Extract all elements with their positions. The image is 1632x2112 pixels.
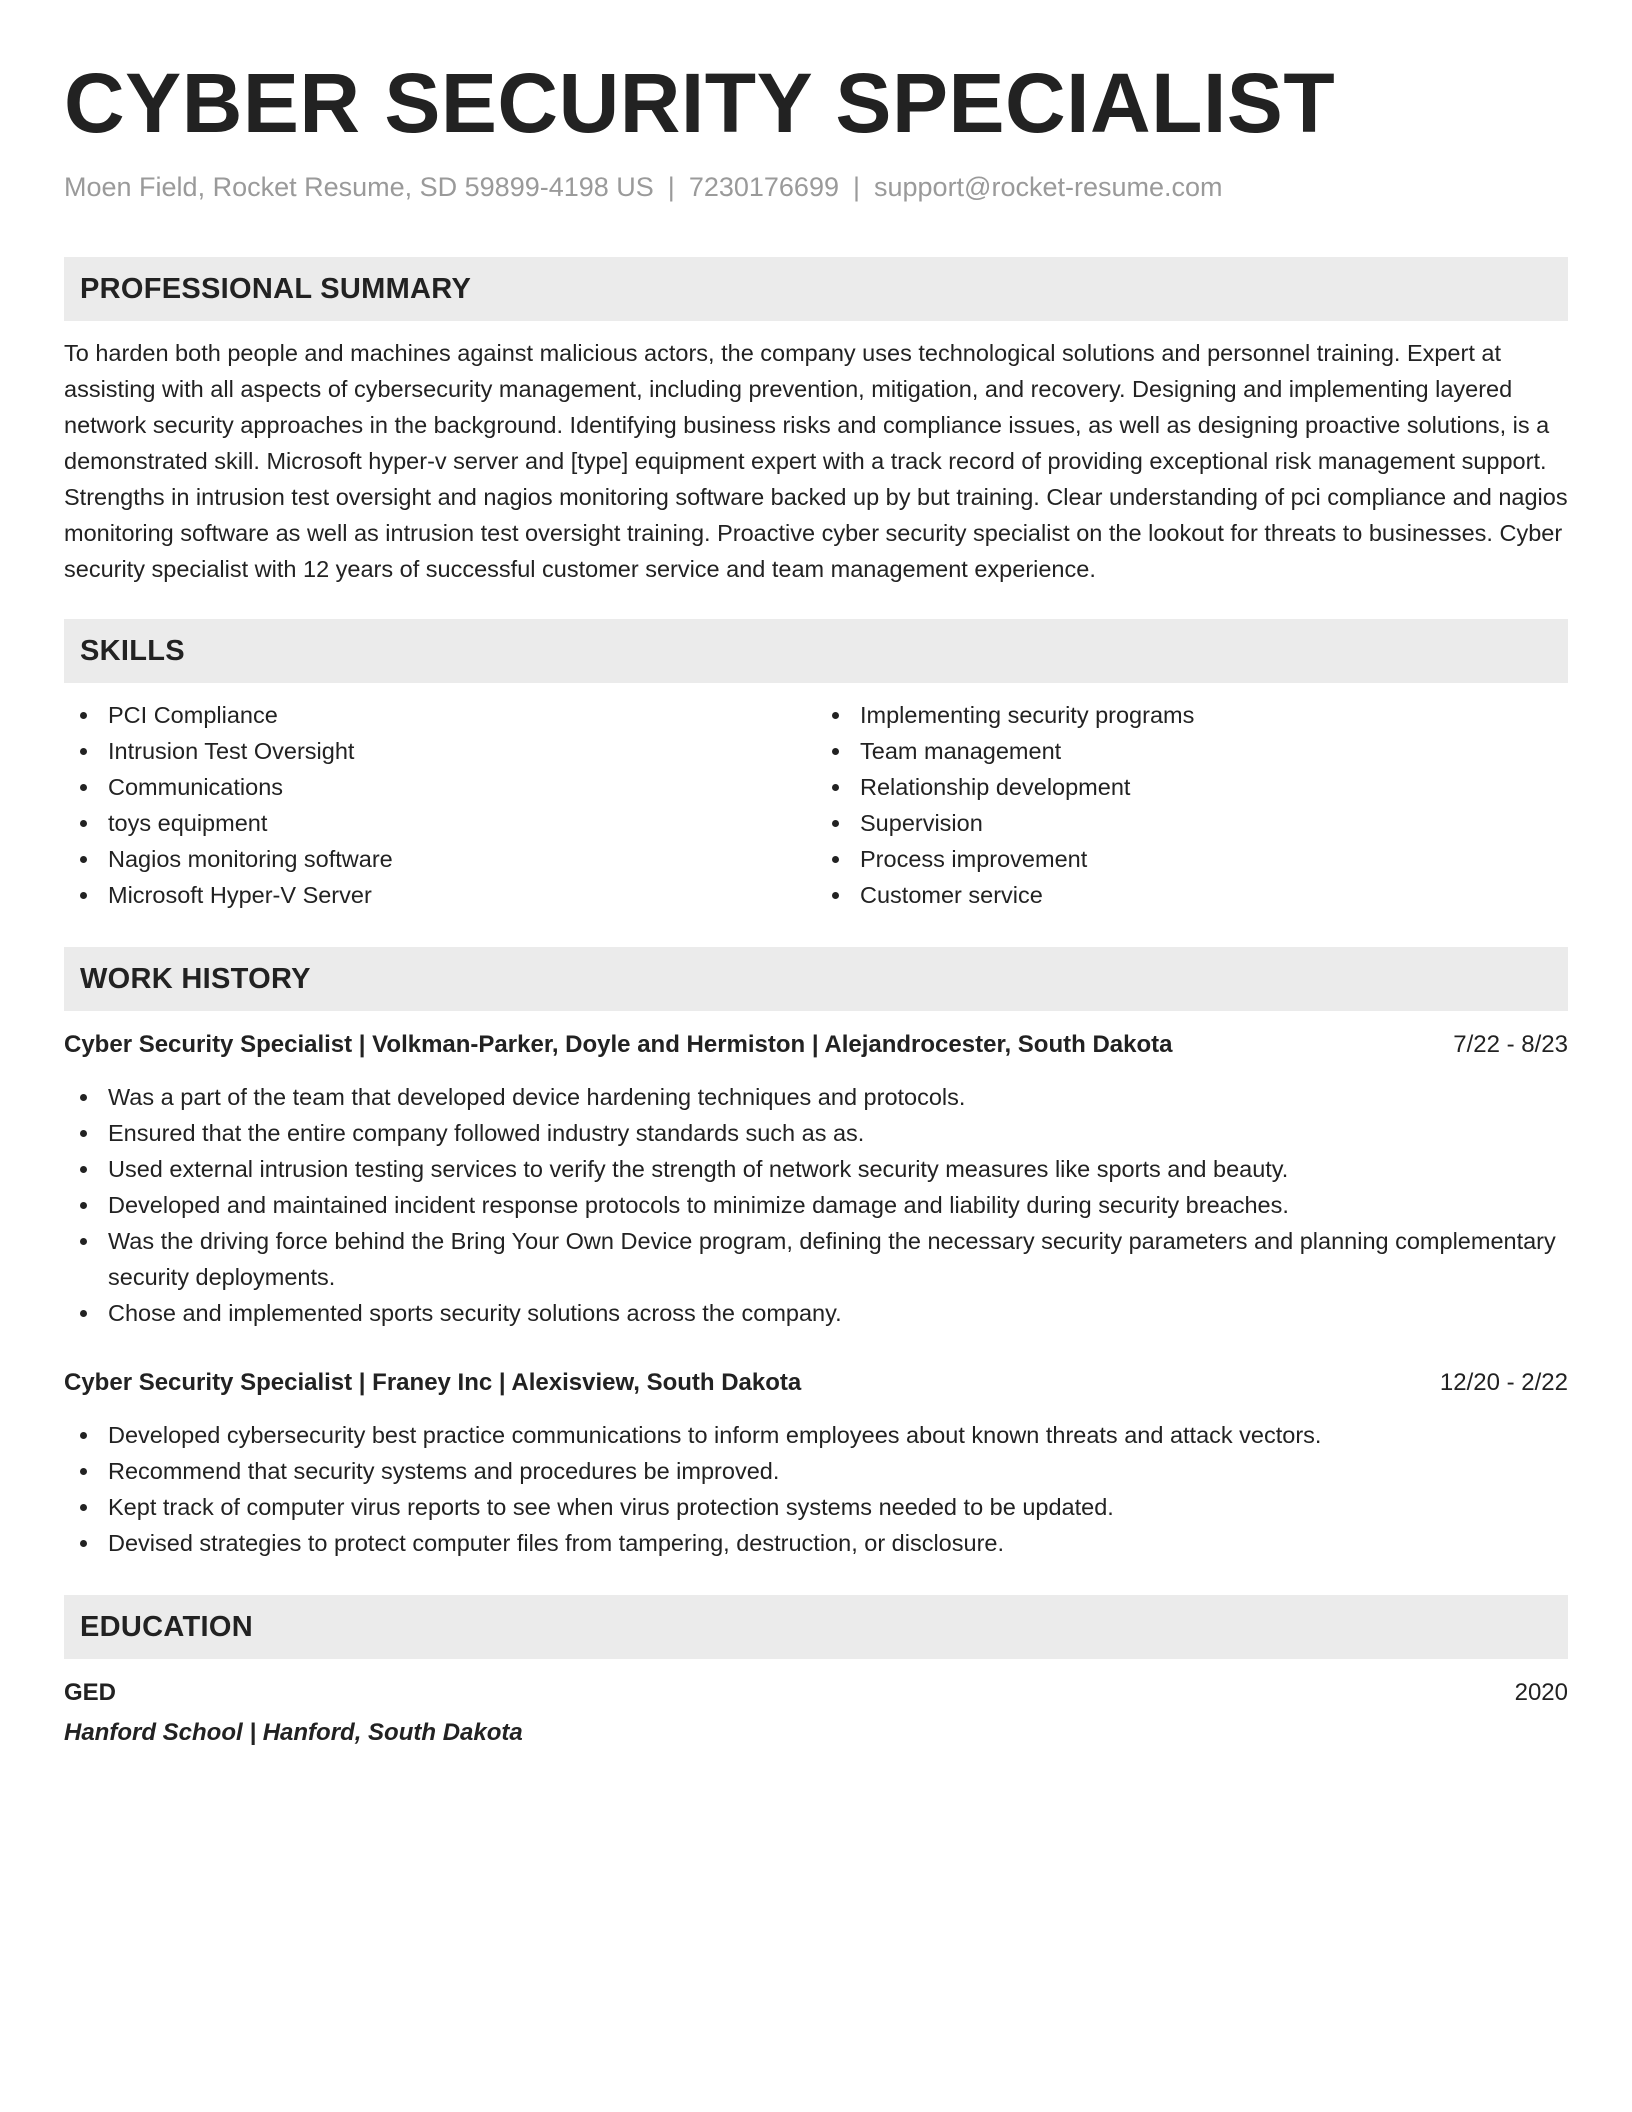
job-bullet: Recommend that security systems and procedures be improved. [64, 1453, 1568, 1489]
contact-separator: | [852, 172, 860, 202]
summary-text: To harden both people and machines against malicious actors, the company uses technological solutions and personnel training. Expert at assisting with all aspects of cybersecurity management, including prevention, mitigation, and recovery. Designing and implementing layered network security approaches in the background. Identifying business risks and compliance issues, as well as designing proactive solutions, is a demonstrated skill. Microsoft hyper-v server and [type] equipment expert with a track record of providing exceptional risk management support. Strengths in intrusion test oversight and nagios monitoring software backed up by but training. Clear understanding of pci compliance and nagios monitoring software as well as intrusion test oversight training. Proactive cyber security specialist on the lookout for threats to businesses. Cyber security specialist with 12 years of successful customer service and team management experience. [64, 340, 1568, 582]
education-school: Hanford School | Hanford, South Dakota [64, 1719, 523, 1746]
contact-line [64, 169, 1568, 205]
skills-column-right [816, 697, 1568, 913]
job-bullet: Used external intrusion testing services to verify the strength of network security measures like sports and beauty. [64, 1151, 1568, 1187]
skill-item: Intrusion Test Oversight [64, 733, 816, 769]
job-bullet: Was the driving force behind the Bring Your Own Device program, defining the necessary security parameters and planning complementary security deployments. [64, 1223, 1568, 1295]
job-bullet: Devised strategies to protect computer files from tampering, destruction, or disclosure. [64, 1525, 1568, 1561]
section-heading-skills: SKILLS [64, 619, 1568, 683]
job-bullet: Developed and maintained incident response protocols to minimize damage and liability during security breaches. [64, 1187, 1568, 1223]
job-bullet: Was a part of the team that developed device hardening techniques and protocols. [64, 1079, 1568, 1115]
skill-item: Implementing security programs [816, 697, 1568, 733]
job-bullets [64, 1417, 1568, 1561]
job-title: Cyber Security Specialist | Volkman-Parker, Doyle and Hermiston | Alejandrocester, South Dakota [64, 1031, 1173, 1058]
section-heading-education: EDUCATION [64, 1595, 1568, 1659]
skill-item: Relationship development [816, 769, 1568, 805]
contact-phone: 7230176699 [688, 172, 839, 202]
skill-item: Customer service [816, 877, 1568, 913]
contact-email[interactable]: support@rocket-resume.com [874, 172, 1223, 202]
skill-item: Team management [816, 733, 1568, 769]
job-bullets [64, 1079, 1568, 1331]
education-degree: GED [64, 1679, 117, 1706]
section-heading-summary: PROFESSIONAL SUMMARY [64, 257, 1568, 321]
education-year: 2020 [1514, 1679, 1568, 1706]
skill-item: Supervision [816, 805, 1568, 841]
job-bullet: Developed cybersecurity best practice communications to inform employees about known threats and attack vectors. [64, 1417, 1568, 1453]
skill-item: toys equipment [64, 805, 816, 841]
skill-item: Nagios monitoring software [64, 841, 816, 877]
job-header [64, 1027, 1568, 1063]
contact-separator: | [667, 172, 675, 202]
contact-address: Moen Field, Rocket Resume, SD 59899-4198 US [64, 172, 654, 202]
skill-item: Communications [64, 769, 816, 805]
job-header [64, 1365, 1568, 1401]
skill-item: Microsoft Hyper-V Server [64, 877, 816, 913]
job-bullet: Chose and implemented sports security solutions across the company. [64, 1295, 1568, 1331]
job-bullet: Ensured that the entire company followed industry standards such as as. [64, 1115, 1568, 1151]
job-dates: 12/20 - 2/22 [1439, 1369, 1568, 1396]
resume-name: CYBER SECURITY SPECIALIST [64, 56, 1336, 150]
section-heading-work-history: WORK HISTORY [64, 947, 1568, 1011]
education-header [64, 1675, 1568, 1711]
skill-item: PCI Compliance [64, 697, 816, 733]
skills-column-left [64, 697, 816, 913]
job-dates: 7/22 - 8/23 [1453, 1031, 1568, 1058]
job-title: Cyber Security Specialist | Franey Inc | Alexisview, South Dakota [64, 1369, 802, 1396]
job-bullet: Kept track of computer virus reports to see when virus protection systems needed to be updated. [64, 1489, 1568, 1525]
skills-list [64, 697, 1568, 913]
skill-item: Process improvement [816, 841, 1568, 877]
